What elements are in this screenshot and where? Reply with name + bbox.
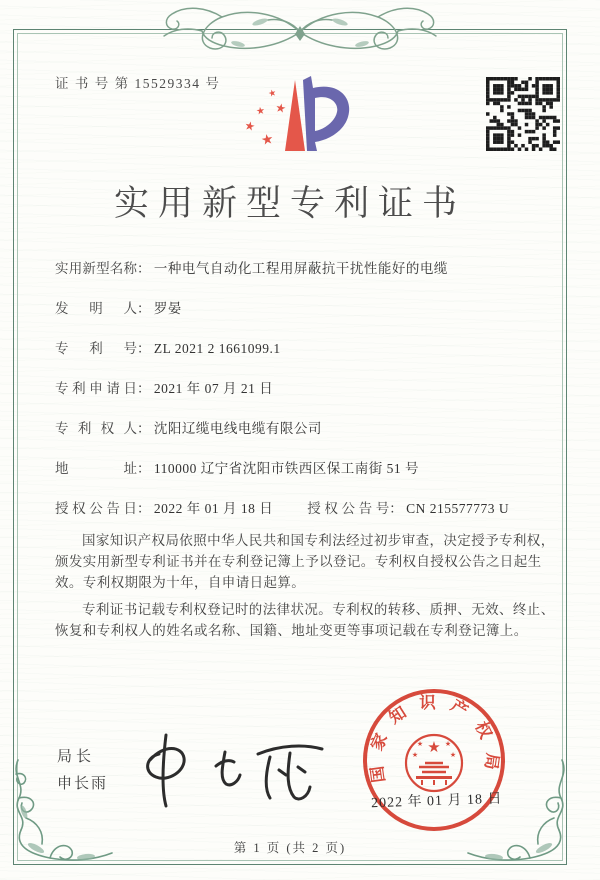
field-value: 2022 年 01 月 18 日 (153, 501, 274, 516)
top-flourish-ornament (110, 0, 490, 62)
svg-text:★: ★ (449, 751, 457, 759)
field-value: 2021 年 07 月 21 日 (153, 381, 274, 396)
seal-text: 国家知识产权局 (365, 693, 503, 784)
svg-text:★: ★ (411, 751, 419, 759)
svg-text:★: ★ (243, 118, 257, 135)
seal-date: 2022 年 01 月 18 日 (370, 791, 503, 812)
field-row-filing-date: 专利申请日： 2021 年 07 月 21 日 (55, 378, 562, 400)
certificate-title: 实用新型专利证书 (113, 184, 466, 223)
certificate-number: 证 书 号 第 15529334 号 (55, 76, 221, 91)
field-value: ZL 2021 2 1661099.1 (153, 341, 281, 356)
signer-title: 局长 (57, 749, 96, 765)
field-row-inventor: 发明人： 罗晏 (55, 298, 562, 320)
svg-text:★: ★ (416, 740, 424, 748)
legal-paragraph-1: 国家知识产权局依照中华人民共和国专利法经过初步审查，决定授予专利权，颁发实用新型专利证书并在专利登记簿上予以登记。专利权自授权公告之日起生效。专利权期限为十年，自申请日起算。 (55, 533, 555, 590)
legal-paragraph-2: 专利证书记载专利权登记时的法律状况。专利权的转移、质押、无效、终止、恢复和专利权人的姓名或名称、国籍、地址变更等事项记载在专利登记簿上。 (55, 602, 555, 638)
field-label: 授权公告号 (307, 501, 390, 516)
svg-text:★: ★ (427, 738, 441, 756)
qr-code (486, 77, 560, 151)
field-value: CN 215577773 U (406, 501, 510, 516)
field-value: 110000 辽宁省沈阳市铁西区保工南街 51 号 (153, 461, 419, 476)
cnipa-logo-icon (233, 72, 368, 172)
cnipa-seal-icon (359, 685, 509, 835)
field-value: 沈阳辽缆电线电缆有限公司 (153, 421, 322, 436)
certificate-fields (55, 258, 562, 538)
national-emblem-icon (406, 735, 462, 791)
logo-stars (243, 88, 287, 149)
field-label: 专利号 (55, 341, 137, 356)
svg-text:★: ★ (274, 100, 288, 116)
field-value: 罗晏 (153, 301, 182, 316)
field-label: 发明人 (55, 301, 137, 316)
svg-text:★: ★ (267, 88, 278, 100)
logo-blue-p (303, 76, 349, 151)
field-value: 一种电气自动化工程用屏蔽抗干扰性能好的电缆 (153, 261, 448, 276)
field-row-grant: 授权公告日： 2022 年 01 月 18 日 授权公告号： CN 215577773 U (55, 498, 562, 520)
field-row-name: 实用新型名称： 一种电气自动化工程用屏蔽抗干扰性能好的电缆 (55, 258, 562, 280)
field-row-patent-number: 专利号： ZL 2021 2 1661099.1 (55, 338, 562, 360)
field-label: 授权公告日 (55, 501, 137, 516)
field-row-patentee: 专利权人： 沈阳辽缆电线电缆有限公司 (55, 418, 562, 440)
svg-text:★: ★ (259, 131, 275, 150)
director-signature-icon (128, 730, 333, 818)
field-row-address: 地址： 110000 辽宁省沈阳市铁西区保工南街 51 号 (55, 458, 562, 480)
svg-text:★: ★ (255, 105, 266, 118)
field-label: 地址 (55, 461, 137, 476)
field-label: 专利申请日 (55, 381, 137, 396)
signer-name: 申长雨 (57, 776, 109, 792)
page-footer: 第 1 页 (共 2 页) (233, 841, 347, 855)
field-label: 专利权人 (55, 421, 137, 436)
svg-text:★: ★ (444, 740, 452, 748)
logo-red-spike (285, 80, 305, 151)
legal-text (55, 530, 562, 647)
field-label: 实用新型名称 (55, 261, 137, 276)
